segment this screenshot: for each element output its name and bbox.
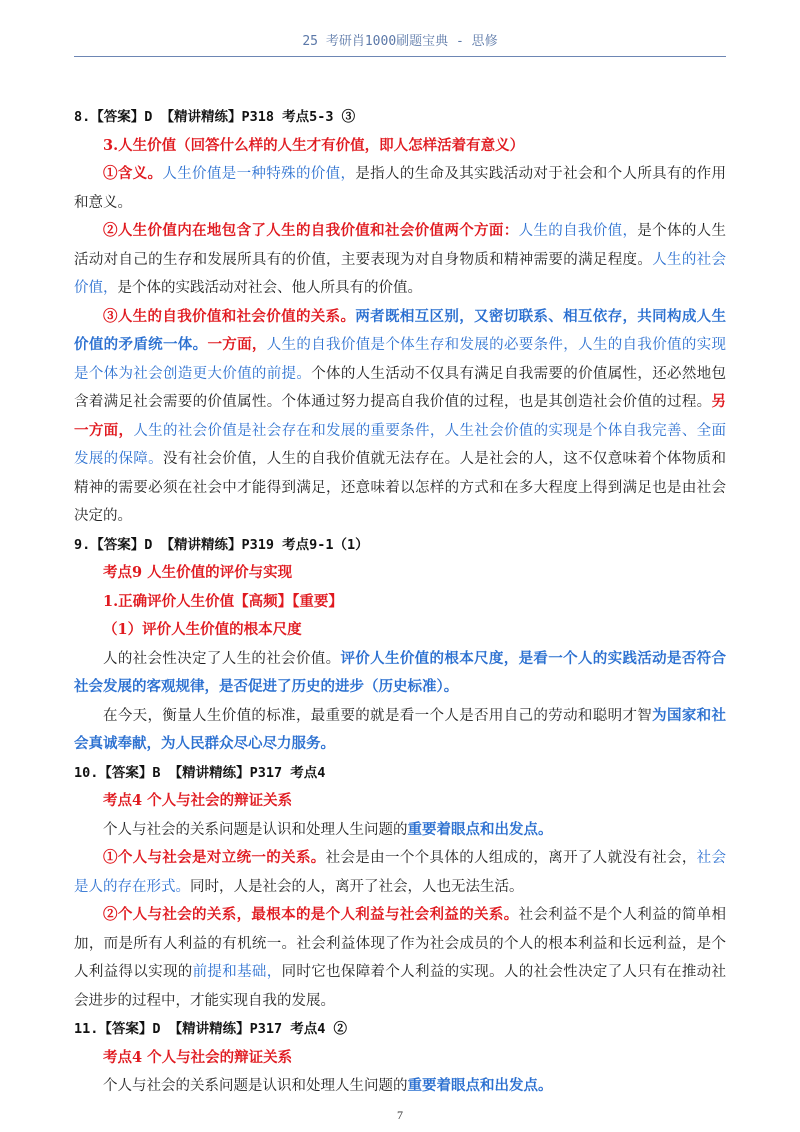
paragraph: [74, 901, 726, 1015]
paragraph: [74, 844, 726, 901]
heading-text: 考点4 个人与社会的辩证关系: [103, 792, 293, 809]
body-text: 个人与社会的关系问题是认识和处理人生问题的: [103, 821, 408, 838]
document-body: [74, 103, 726, 1101]
body-text: 是个体的实践活动对社会、他人所具有的价值。: [117, 280, 422, 296]
paragraph: [74, 132, 726, 161]
body-text: 在今天，衡量人生价值的标准，最重要的就是看一个人是否用自己的劳动和聪明才智: [103, 707, 653, 724]
highlight-text: 社会是人的存在形式。: [74, 850, 727, 895]
highlight-text: 人生的社会价值，: [74, 251, 727, 296]
highlight-text: 两者既相互区别，又密切联系、相互依存，共同构成人生价值的矛盾统一体。: [74, 307, 727, 353]
heading-text: 1.正确评价人生价值【高频】【重要】: [103, 592, 343, 610]
paragraph: [74, 303, 726, 531]
page-number: 7: [397, 1108, 403, 1122]
highlight-text: 为国家和社会真诚奉献，为人民群众尽心尽力服务。: [74, 706, 727, 752]
heading-text: 3.人生价值（回答什么样的人生才有价值，即人怎样活着有意义）: [103, 136, 525, 154]
paragraph: [74, 559, 726, 588]
paragraph: [74, 1072, 726, 1101]
answer-line: 8.【答案】D 【精讲精练】P318 考点5-3 ③: [74, 109, 356, 125]
paragraph: [74, 160, 726, 217]
paragraph: [74, 645, 726, 702]
paragraph: [74, 816, 726, 845]
paragraph: [74, 787, 726, 816]
body-text: 同时，人是社会的人，离开了社会，人也无法生活。: [190, 878, 524, 895]
heading-text: ①个人与社会是对立统一的关系。: [103, 849, 326, 866]
heading-text: ②个人与社会的关系，最根本的是个人利益与社会利益的关系。: [103, 906, 519, 923]
answer-line: 10.【答案】B 【精讲精练】P317 考点4: [74, 764, 326, 781]
heading-text: ①含义。: [103, 165, 163, 182]
heading-text: ③人生的自我价值和社会价值的关系。: [103, 307, 356, 325]
heading-text: 考点4 个人与社会的辩证关系: [103, 1048, 293, 1066]
heading-text: 一方面，: [207, 336, 267, 353]
body-text: 社会是由一个个具体的人组成的，离开了人就没有社会，: [325, 850, 697, 866]
answer-line: 11.【答案】D 【精讲精练】P317 考点4 ②: [74, 1021, 348, 1037]
answer-line: 9.【答案】D 【精讲精练】P319 考点9-1（1）: [74, 536, 369, 553]
paragraph: [74, 616, 726, 645]
paragraph: [74, 1044, 726, 1073]
body-text: 人的社会性决定了人生的社会价值。: [103, 650, 341, 667]
highlight-text: 人生的自我价值，: [518, 223, 638, 239]
paragraph: [74, 217, 726, 303]
highlight-text: 人生的社会价值是社会存在和发展的重要条件，人生社会价值的实现是个体自我完善、全面发展的保障。: [74, 422, 727, 467]
body-text: 是个体的人生活动对自己的生存和发展所具有的价值，主要表现为对自身物质和精神需要的满足程度。: [74, 223, 727, 268]
highlight-text: 人生的自我价值是个体生存和发展的必要条件，人生的自我价值的实现是个体为社会创造更大价值的前提。: [74, 337, 727, 382]
highlight-text: 人生价值是一种特殊的价值，: [162, 166, 356, 182]
highlight-text: 前提和基础，: [192, 964, 282, 980]
highlight-text: 重要着眼点和出发点。: [407, 820, 553, 838]
highlight-text: 评价人生价值的根本尺度，是看一个人的实践活动是否符合社会发展的客观规律，是否促进了历史的进步（历史标准）。: [74, 649, 727, 695]
paragraph: [74, 702, 726, 759]
header-divider: [74, 56, 726, 57]
highlight-text: 重要着眼点和出发点。: [407, 1077, 553, 1094]
heading-text: 考点9 人生价值的评价与实现: [103, 564, 293, 581]
heading-text: ②人生价值内在地包含了人生的自我价值和社会价值两个方面：: [103, 222, 519, 239]
heading-text: （1）评价人生价值的根本尺度: [103, 621, 302, 638]
body-text: 社会利益不是个人利益的简单相加，而是所有人利益的有机统一。社会利益体现了作为社会成员的个人的根本利益和长远利益，是个人利益得以实现的: [74, 907, 727, 980]
page-header: 25 考研肖1000刷题宝典 - 思修: [302, 34, 498, 49]
body-text: 同时它也保障着个人利益的实现。人的社会性决定了人只有在推动社会进步的过程中，才能实现自我的发展。: [74, 964, 727, 1009]
paragraph: [74, 588, 726, 617]
body-text: 个体的人生活动不仅具有满足自我需要的价值属性，还必然地包含着满足社会需要的价值属性。个体通过努力提高自我价值的过程，也是其创造社会价值的过程。: [74, 365, 727, 410]
heading-text: 另一方面，: [74, 393, 726, 439]
body-text: 个人与社会的关系问题是认识和处理人生问题的: [103, 1078, 408, 1094]
body-text: 是指人的生命及其实践活动对于社会和个人所具有的作用和意义。: [74, 166, 727, 211]
body-text: 没有社会价值，人生的自我价值就无法存在。人是社会的人，这不仅意味着个体物质和精神的需要必须在社会中才能得到满足，还意味着以怎样的方式和在多大程度上得到满足也是由社会决定的。: [74, 451, 726, 524]
